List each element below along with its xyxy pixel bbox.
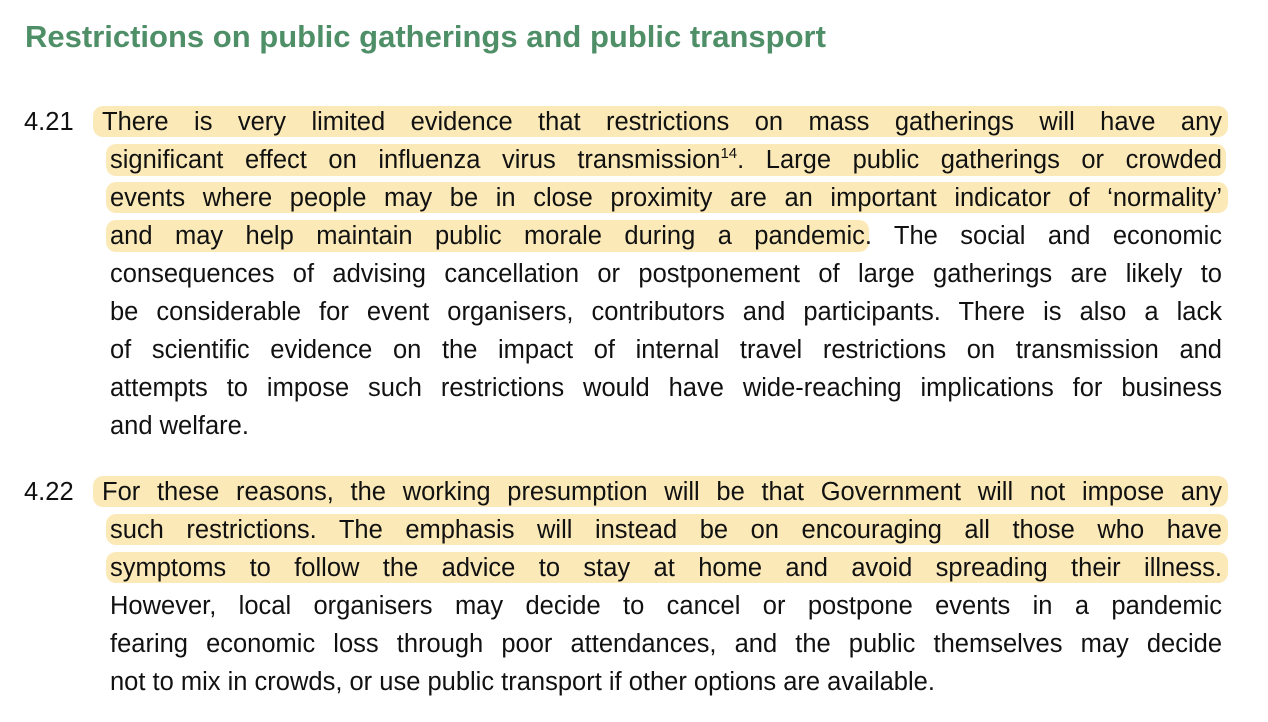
text-line: [102, 473, 1222, 511]
text-line: [110, 179, 1222, 217]
line-text: There is very limited evidence that restrictions on mass gatherings will have any: [102, 108, 1222, 136]
line-text: consequences of advising cancellation or postponement of large gatherings are likely to: [110, 260, 1222, 288]
line-text: not to mix in crowds, or use public transport if other options are available.: [110, 668, 935, 696]
line-text: events where people may be in close proximity are an important indicator of ‘normality’: [110, 184, 1222, 212]
footnote-reference[interactable]: 14: [720, 145, 738, 162]
text-line: [110, 663, 1222, 701]
paragraph-number: 4.22: [24, 478, 74, 506]
text-line: [110, 549, 1222, 587]
line-text: fearing economic loss through poor attendances, and the public themselves may decide: [110, 630, 1222, 658]
line-text: of scientific evidence on the impact of internal travel restrictions on transmission and: [110, 336, 1222, 364]
text-line: [110, 255, 1222, 293]
line-text-mixed: [110, 217, 1222, 255]
line-text: such restrictions. The emphasis will instead be on encouraging all those who have: [110, 516, 1222, 544]
text-line: [110, 217, 1222, 255]
text-line: [110, 587, 1222, 625]
line-text: However, local organisers may decide to cancel or postpone events in a pandemic: [110, 592, 1222, 620]
text-line: [102, 103, 1222, 141]
line-text: significant effect on influenza virus transmission: [110, 146, 721, 174]
line-text-mixed: [110, 141, 1222, 179]
highlighted-text: and may help maintain public morale during a pandemic: [106, 220, 869, 252]
line-text: symptoms to follow the advice to stay at home and avoid spreading their illness.: [110, 554, 1222, 582]
line-text: For these reasons, the working presumption will be that Government will not impose any: [102, 478, 1222, 506]
line-text: be considerable for event organisers, contributors and participants. There is also a lack: [110, 298, 1222, 326]
text-line: [110, 141, 1222, 179]
line-text: attempts to impose such restrictions would have wide-reaching implications for business: [110, 374, 1222, 402]
text-line: [110, 511, 1222, 549]
text-line: [110, 407, 1222, 445]
highlighted-text: [106, 144, 1226, 176]
line-text: . Large public gatherings or crowded: [737, 146, 1222, 174]
line-text: and welfare.: [110, 412, 249, 440]
line-text: . The social and economic: [864, 222, 1222, 250]
text-line: [110, 369, 1222, 407]
text-line: [110, 625, 1222, 663]
text-line: [110, 293, 1222, 331]
section-heading: Restrictions on public gatherings and public transport: [25, 19, 826, 54]
text-line: [110, 331, 1222, 369]
paragraph-number: 4.21: [24, 108, 74, 136]
